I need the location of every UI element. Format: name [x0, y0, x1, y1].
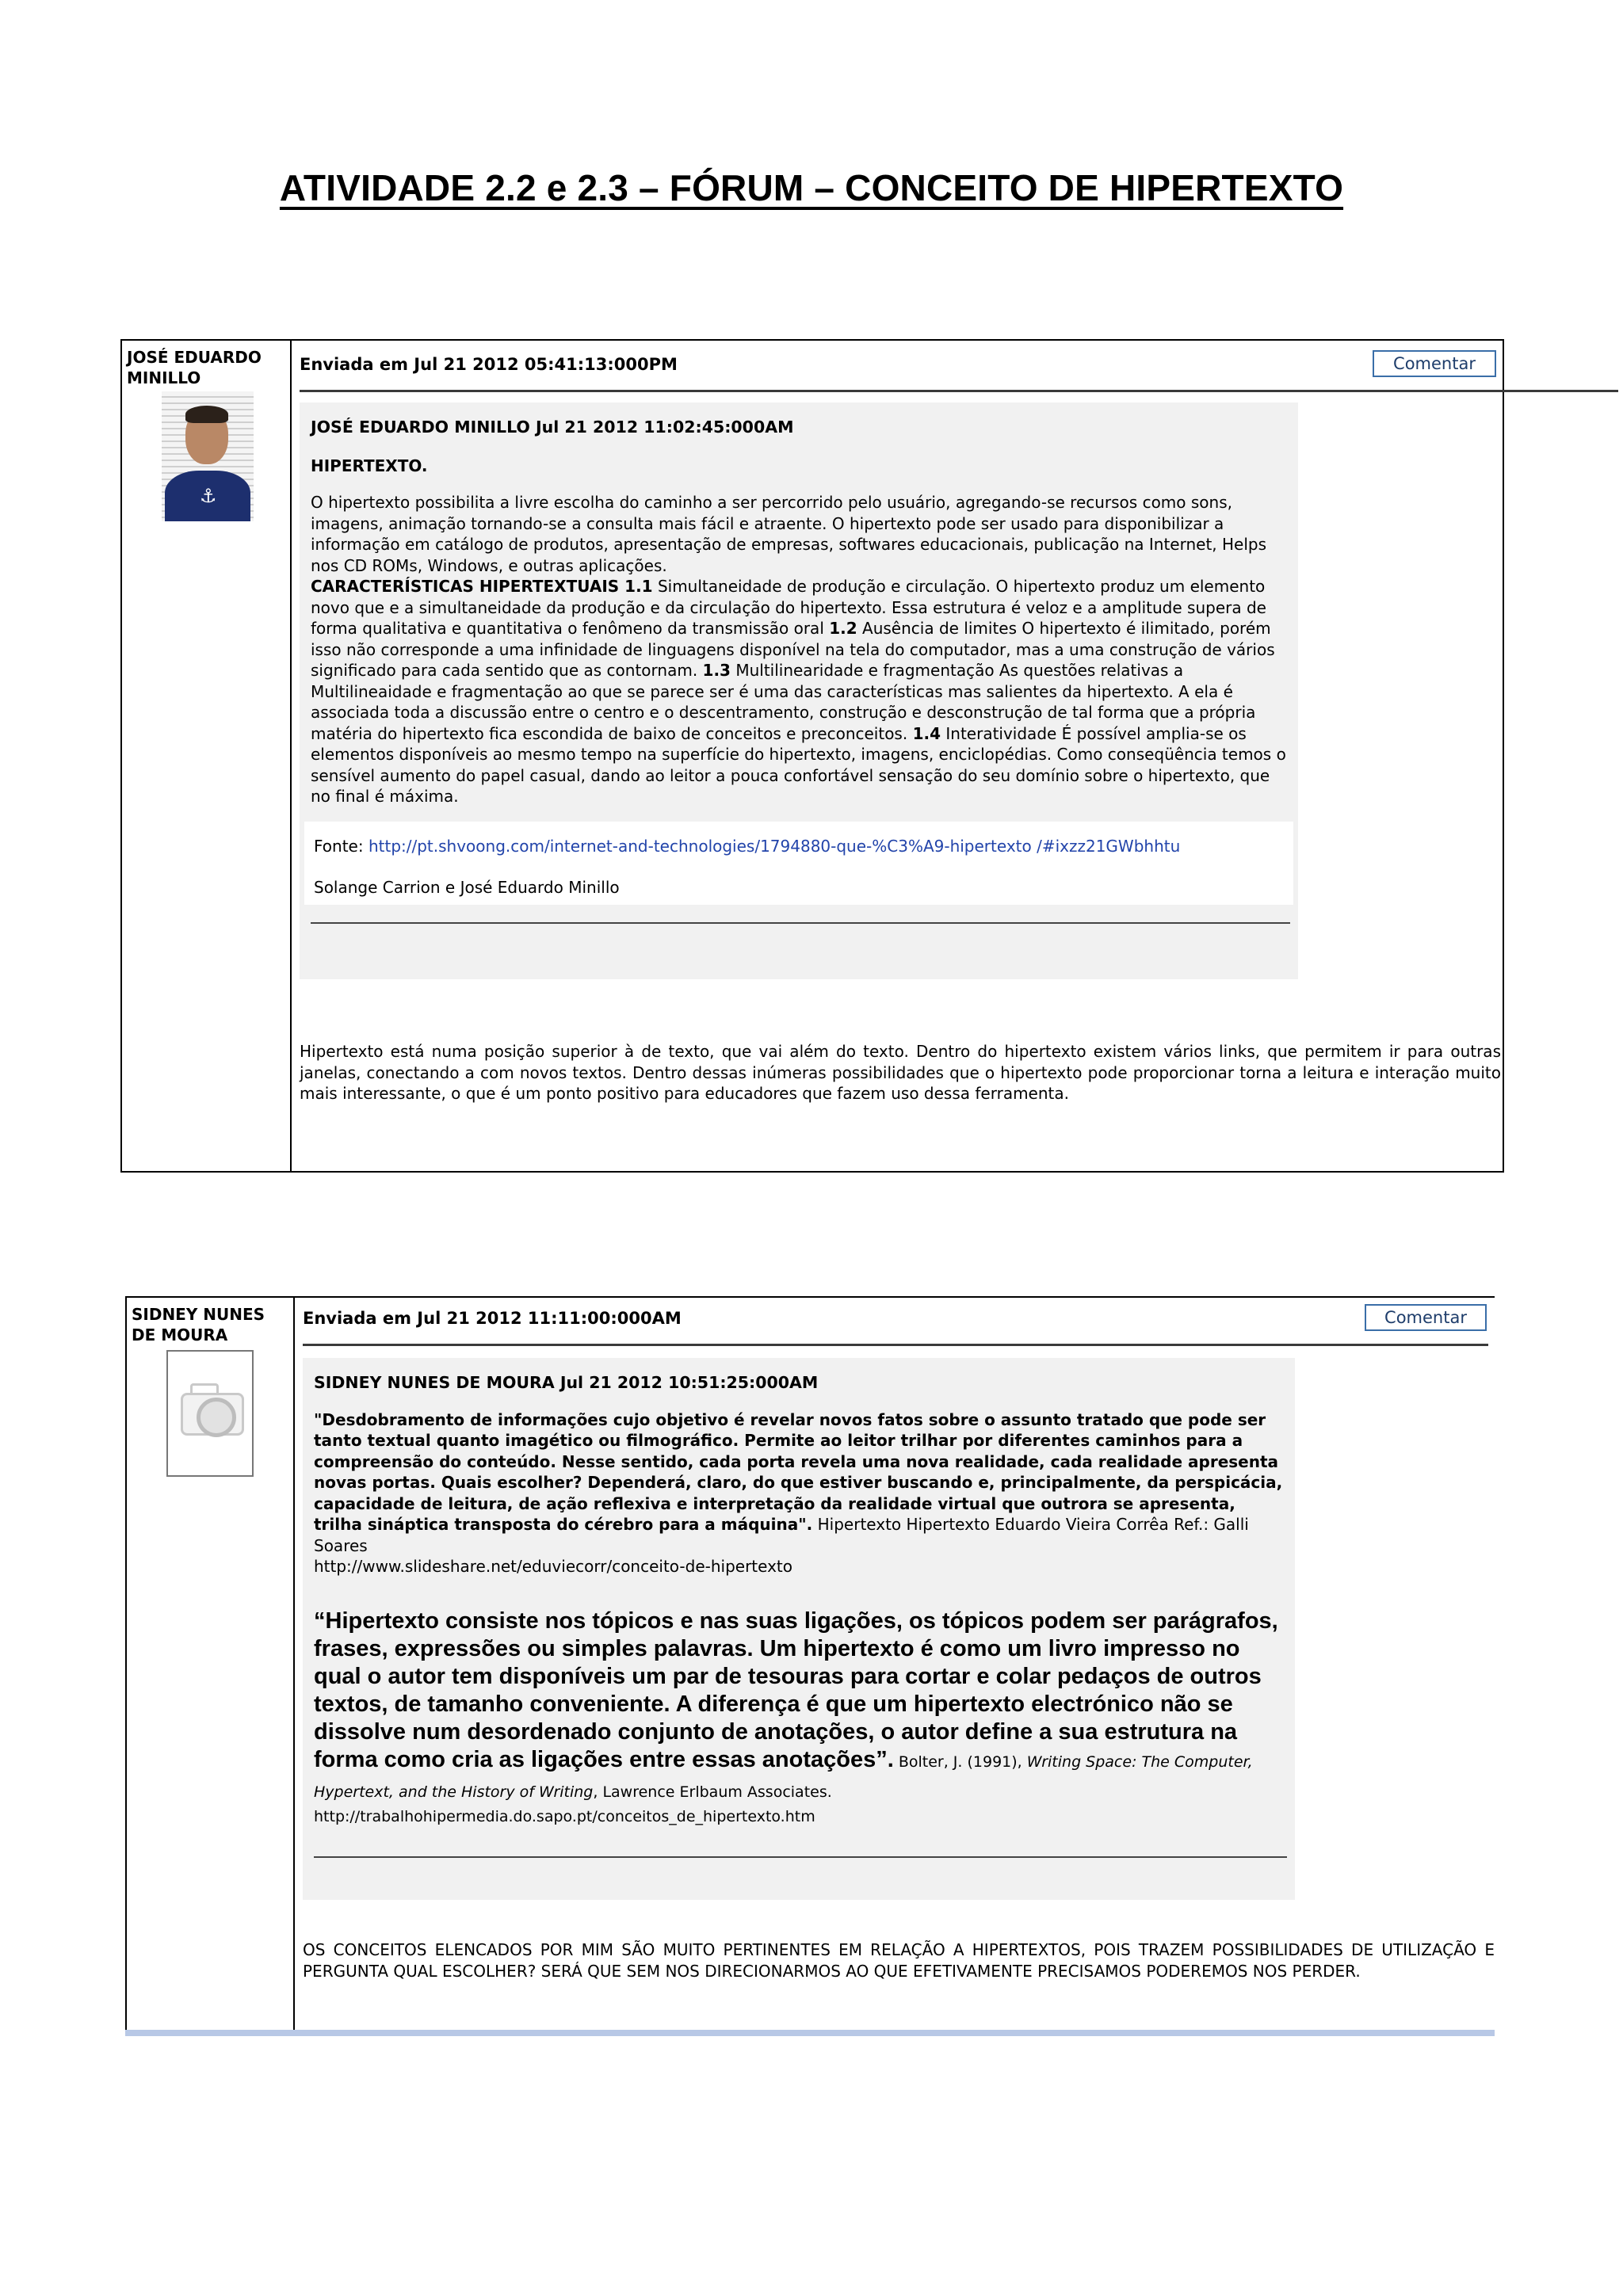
forum-post [120, 339, 1504, 1173]
quote-header: SIDNEY NUNES DE MOURA Jul 21 2012 10:51:25:000AM [314, 1373, 819, 1392]
comment-button[interactable]: Comentar [1365, 1304, 1487, 1331]
footer-bar [125, 2030, 1495, 2036]
highlighted-quote: “Hipertexto consiste nos tópicos e nas suas ligações, os tópicos podem ser parágrafos, frases, expressões ou simples palavras. Um hipertexto é como um livro impresso no qual o autor tem disponíveis um par de tesouras para cortar e colar pedaços de outros textos, de tamanho conveniente. A diferença é que um hipertexto electrónico não se dissolve num desordenado conjunto de anotações, o autor define a sua estrutura na forma como cria as ligações entre essas anotações”. Bolter, J. (1991), Writing Space: The Computer, Hypertext, and the History of Writing, Lawrence Erlbaum Associates. [314, 1608, 1278, 1801]
source-line: Fonte: http://pt.shvoong.com/internet-and-technologies/1794880-que-%C3%A9-hipertexto /#ixzz21GWbhhtu [314, 836, 1181, 856]
header-divider [300, 390, 1618, 392]
quote-divider [311, 922, 1290, 924]
header-divider [303, 1344, 1488, 1346]
author-name: SIDNEY NUNES DE MOURA [132, 1305, 265, 1344]
source-link[interactable]: http://pt.shvoong.com/internet-and-technologies/1794880-que-%C3%A9-hipertexto /#ixzz21GWbhhtu [368, 836, 1181, 856]
quote-link[interactable]: http://trabalhohipermedia.do.sapo.pt/conceitos_de_hipertexto.htm [314, 1807, 815, 1825]
author-column [127, 1298, 295, 2036]
quoted-message [303, 1358, 1295, 1900]
comment-text: Hipertexto está numa posição superior à de texto, que vai além do texto. Dentro do hipertexto existem vários links, que permitem ir para outras janelas, conectando a com novos textos. Dentro dessas inúmeras possibilidades que o hipertexto pode proporcionar torna a leitura e interação muito mais interessante, o que é um ponto positivo para educadores que fazem uso dessa ferramenta. [300, 1042, 1501, 1103]
forum-post [125, 1296, 1495, 2036]
quote-link[interactable]: http://www.slideshare.net/eduviecorr/conceito-de-hipertexto [314, 1557, 793, 1576]
quoted-message [300, 402, 1298, 979]
quote-subtitle: HIPERTEXTO. [311, 456, 428, 475]
sent-timestamp: Enviada em Jul 21 2012 05:41:13:000PM [300, 355, 678, 374]
camera-placeholder-icon [166, 1350, 254, 1477]
author-column [122, 341, 292, 1171]
reference: Bolter, J. (1991), Writing Space: The Computer, Hypertext, and the History of Writing, Lawrence Erlbaum Associates. [314, 1753, 1253, 1801]
quote-source-block [304, 822, 1293, 905]
post-body [292, 341, 1503, 1171]
comment-button[interactable]: Comentar [1373, 350, 1496, 377]
quote-header: JOSÉ EDUARDO MINILLO Jul 21 2012 11:02:45:000AM [311, 418, 794, 437]
sent-timestamp: Enviada em Jul 21 2012 11:11:00:000AM [303, 1309, 682, 1328]
document-title: ATIVIDADE 2.2 e 2.3 – FÓRUM – CONCEITO DE HIPERTEXTO [279, 167, 1344, 208]
author-name: JOSÉ EDUARDO MINILLO [127, 348, 262, 387]
user-photo-icon: ⚓ [162, 391, 254, 521]
quote-text: "Desdobramento de informações cujo objetivo é revelar novos fatos sobre o assunto tratado que pode ser tanto textual quanto imagético ou filmográfico. Permite ao leitor trilhar por diferentes caminhos para a compreensão do conteúdo. Nesse sentido, cada porta revela uma nova realidade, cada realidade apresenta novas portas. Quais escolher? Dependerá, claro, do que estiver buscando e, principalmente, da perspicácia, capacidade de leitura, de ação reflexiva e interpretação da realidade virtual que outrora se apresenta, trilha sináptica transposta do cérebro para a máquina". Hipertexto Hipertexto Eduardo Vieira Corrêa Ref.: Galli Soares http://www.slideshare.net/eduviecorr/conceito-de-hipertexto [314, 1409, 1283, 1576]
comment-text: OS CONCEITOS ELENCADOS POR MIM SÃO MUITO PERTINENTES EM RELAÇÃO A HIPERTEXTOS, POIS TRAZEM POSSIBILIDADES DE UTILIZAÇÃO E PERGUNTA QUAL ESCOLHER? SERÁ QUE SEM NOS DIRECIONARMOS AO QUE EFETIVAMENTE PRECISAMOS PODEREMOS NOS PERDER. [303, 1940, 1495, 1981]
post-body [295, 1298, 1495, 2036]
signature: Solange Carrion e José Eduardo Minillo [314, 878, 620, 897]
quote-divider [314, 1856, 1287, 1858]
quote-text: O hipertexto possibilita a livre escolha do caminho a ser percorrido pelo usuário, agregando-se recursos como sons, imagens, animação tornando-se a consulta mais fácil e atraente. O hipertexto pode ser usado para disponibilizar a informação em catálogo de produtos, apresentação de empresas, softwares educacionais, publicação na Internet, Helps nos CD ROMs, Windows, e outras aplicações. CARACTERÍSTICAS HIPERTEXTUAIS 1.1 Simultaneidade de produção e circulação. O hipertexto produz um elemento novo que e a simultaneidade da produção e da circulação do hipertexto. Essa estrutura é veloz e a amplitude supera de forma qualitativa e quantitativa o fenômeno da transmissão oral 1.2 Ausência de limites O hipertexto é ilimitado, porém isso não corresponde a uma infinidade de linguagens disponível na tela do computador, mas a uma construção de vários significado para cada sentido que as contornam. 1.3 Multilinearidade e fragmentação As questões relativas a Multilineaidade e fragmentação ao que se parece ser é uma das características mas salientes da hipertexto. A ela é associada toda a discussão entre o centro e o descentramento, construção e desconstrução de tal forma que a própria matéria do hipertexto fica escondida de baixo de conceitos e preconceitos. 1.4 Interatividade É possível amplia-se os elementos disponíveis ao mesmo tempo na superfície do hipertexto, imagens, enciclopédias. Como conseqüência temos o sensível aumento do papel casual, dando ao leitor a pouca confortável sensação do seu domínio sobre o hipertexto, que no final é máxima. [311, 493, 1286, 806]
